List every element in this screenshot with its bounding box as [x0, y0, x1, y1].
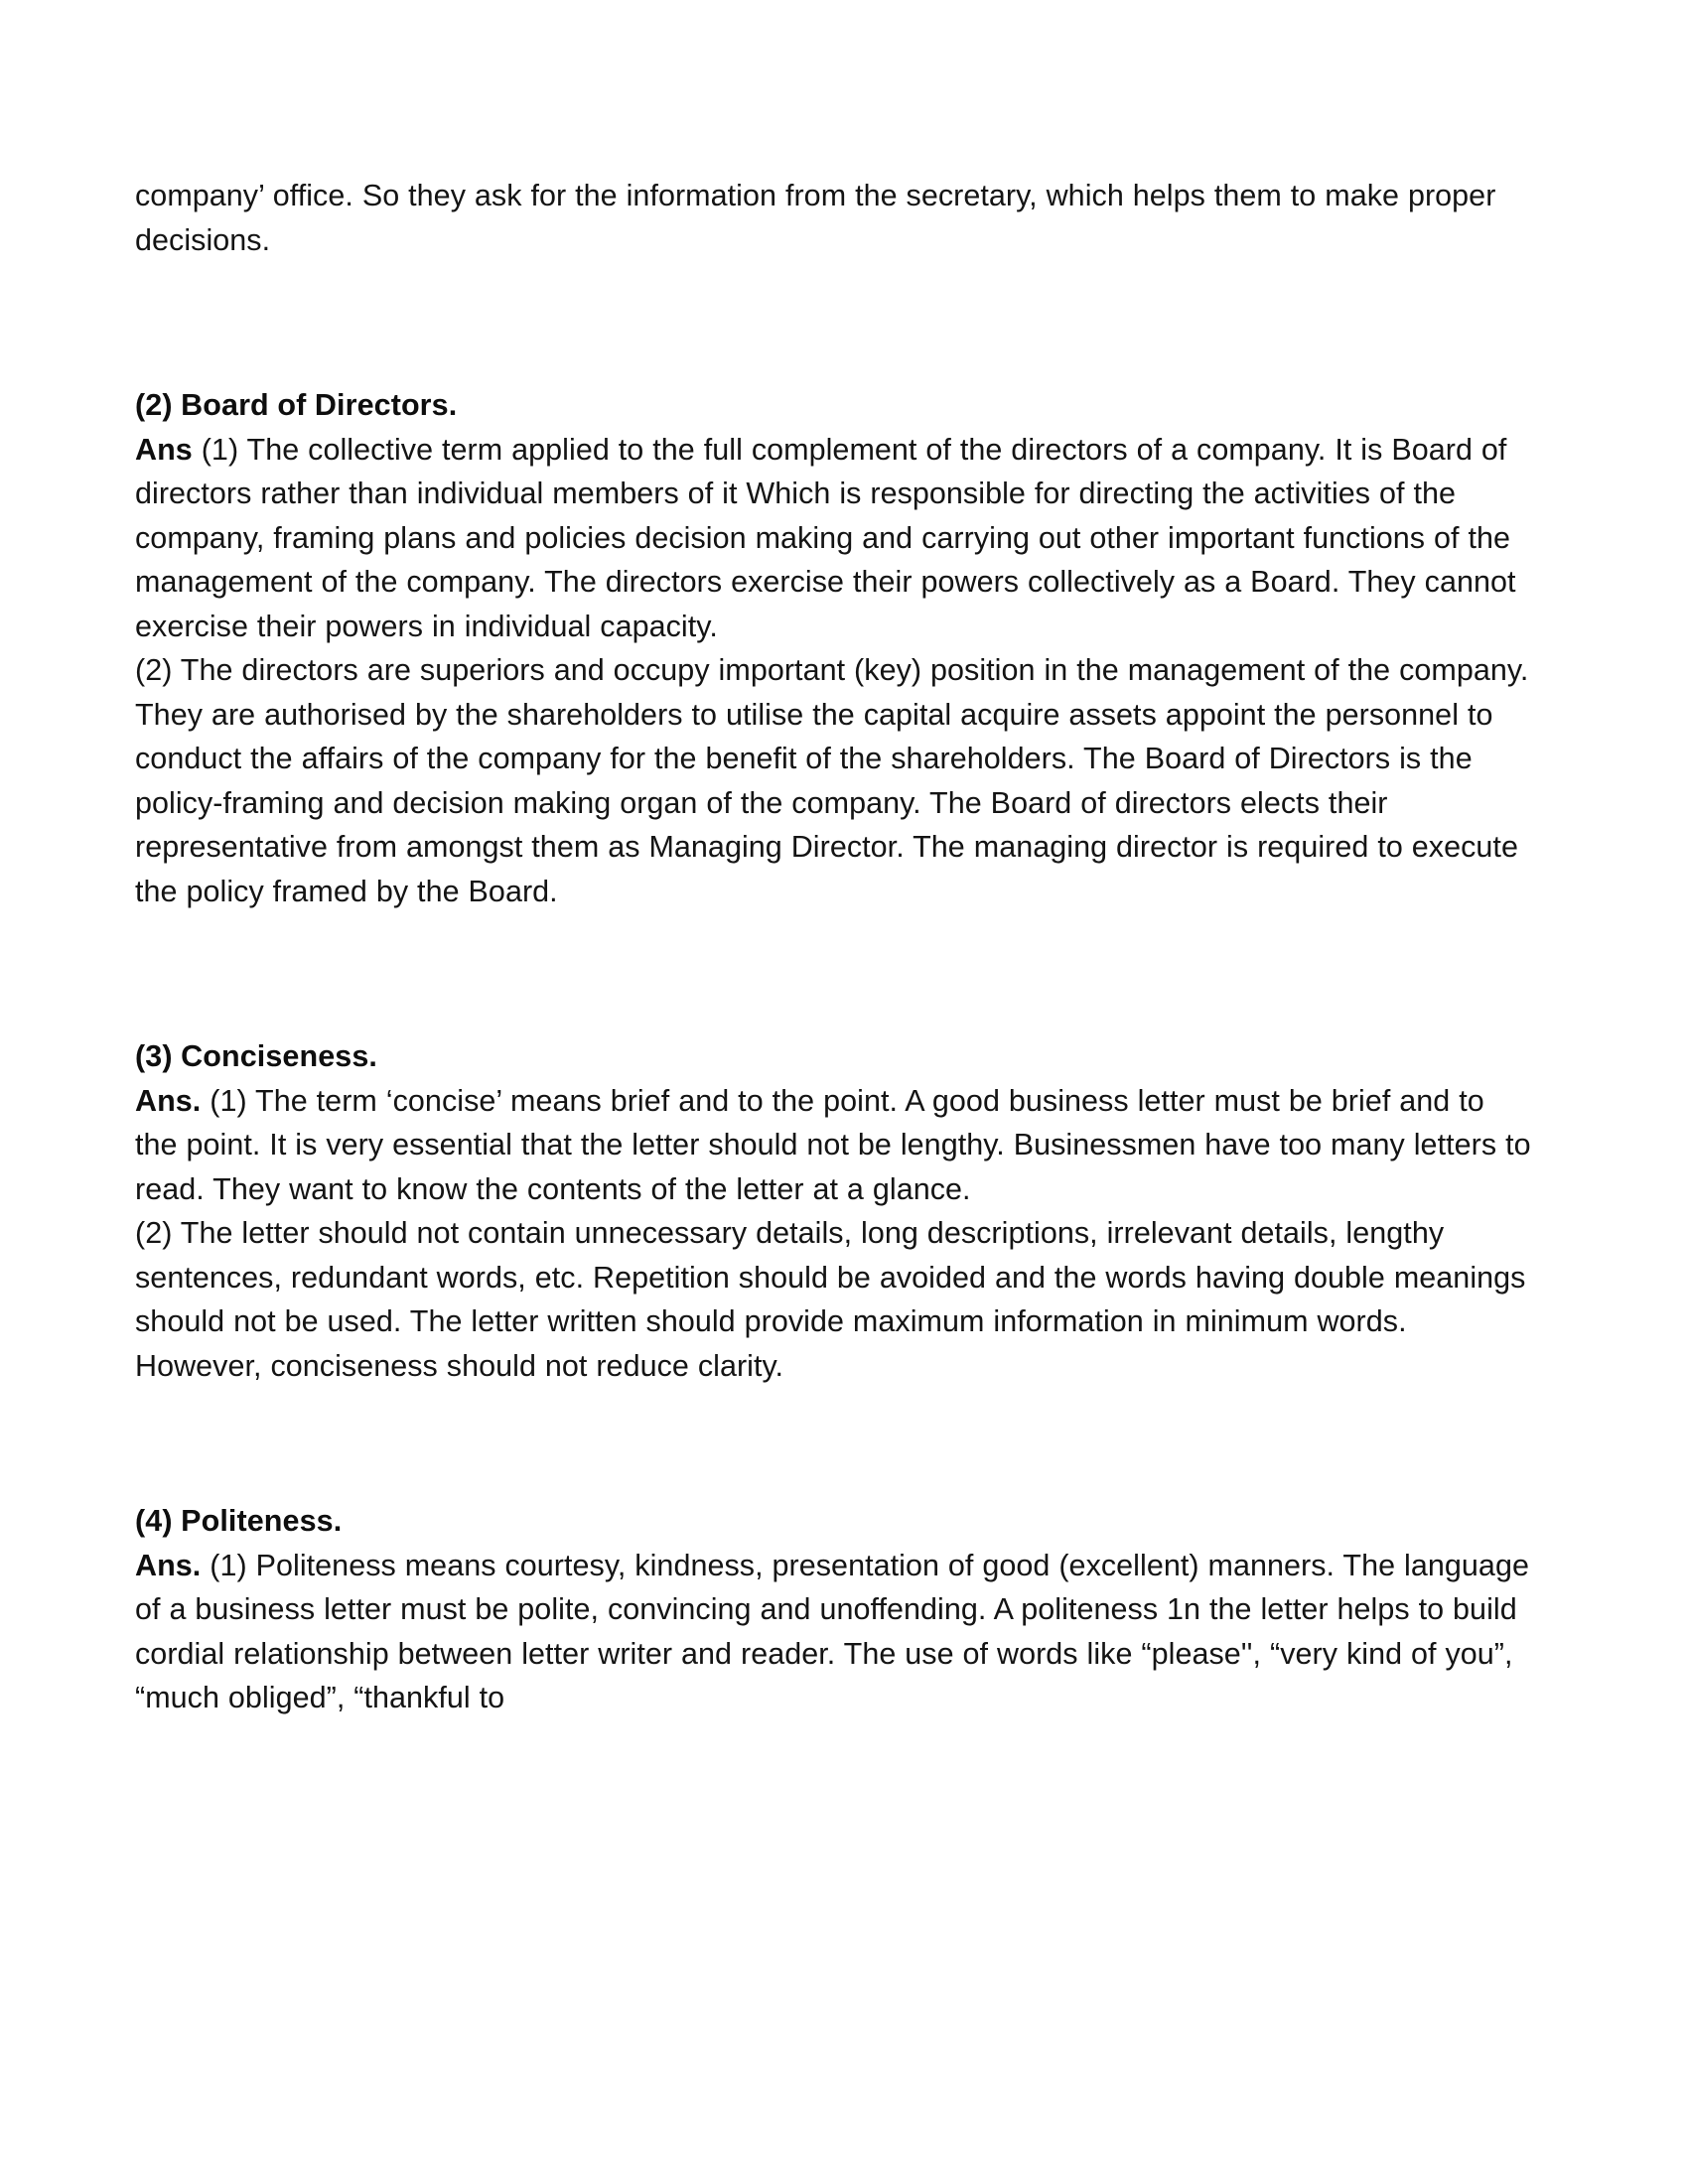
section-answer-board-of-directors-part1	[135, 428, 1535, 649]
spacer	[135, 1388, 1535, 1499]
answer-label: Ans	[135, 432, 193, 467]
answer-text: (1) The collective term applied to the full complement of the directors of a company. It is Board of directors rather than individual members of it Which is responsible for directing the activities of the company, framing plans and policies decision making and carrying out other important functions of the management of the company. The directors exercise their powers collectively as a Board. They cannot exercise their powers in individual capacity.	[135, 432, 1516, 643]
section-answer-board-of-directors-part2: (2) The directors are superiors and occupy important (key) position in the management of the company. They are authorised by the shareholders to utilise the capital acquire assets appoint the personnel to conduct the affairs of the company for the benefit of the shareholders. The Board of Directors is the policy-framing and decision making organ of the company. The Board of directors elects their representative from amongst them as Managing Director. The managing director is required to execute the policy framed by the Board.	[135, 653, 1529, 908]
spacer	[135, 913, 1535, 1034]
section-answer-conciseness-part2: (2) The letter should not contain unnecessary details, long descriptions, irrelevant details, lengthy sentences, redundant words, etc. Repetition should be avoided and the words having double meanings should not be used. The letter written should provide maximum information in minimum words. However, conciseness should not reduce clarity.	[135, 1216, 1526, 1383]
answer-label: Ans.	[135, 1083, 202, 1118]
answer-label: Ans.	[135, 1548, 202, 1582]
intro-paragraph: company’ office. So they ask for the information from the secretary, which helps them to make proper decisions.	[135, 179, 1496, 257]
section-heading-politeness: (4) Politeness.	[135, 1504, 343, 1538]
spacer	[135, 262, 1535, 383]
section-heading-conciseness: (3) Conciseness.	[135, 1039, 377, 1073]
document-content	[135, 174, 1535, 1720]
section-heading-board-of-directors: (2) Board of Directors.	[135, 388, 458, 422]
section-answer-politeness-part1	[135, 1544, 1535, 1720]
section-answer-conciseness-part1	[135, 1079, 1535, 1212]
answer-text: (1) Politeness means courtesy, kindness, presentation of good (excellent) manners. The language of a business letter must be polite, convincing and unoffending. A politeness 1n the letter helps to build cordial relationship between letter writer and reader. The use of words like “please'', “very kind of you”, “much obliged”, “thankful to	[135, 1548, 1529, 1714]
answer-text: (1) The term ‘concise’ means brief and to the point. A good business letter must be brief and to the point. It is very essential that the letter should not be lengthy. Businessmen have too many letters to read. They want to know the contents of the letter at a glance.	[135, 1083, 1531, 1206]
